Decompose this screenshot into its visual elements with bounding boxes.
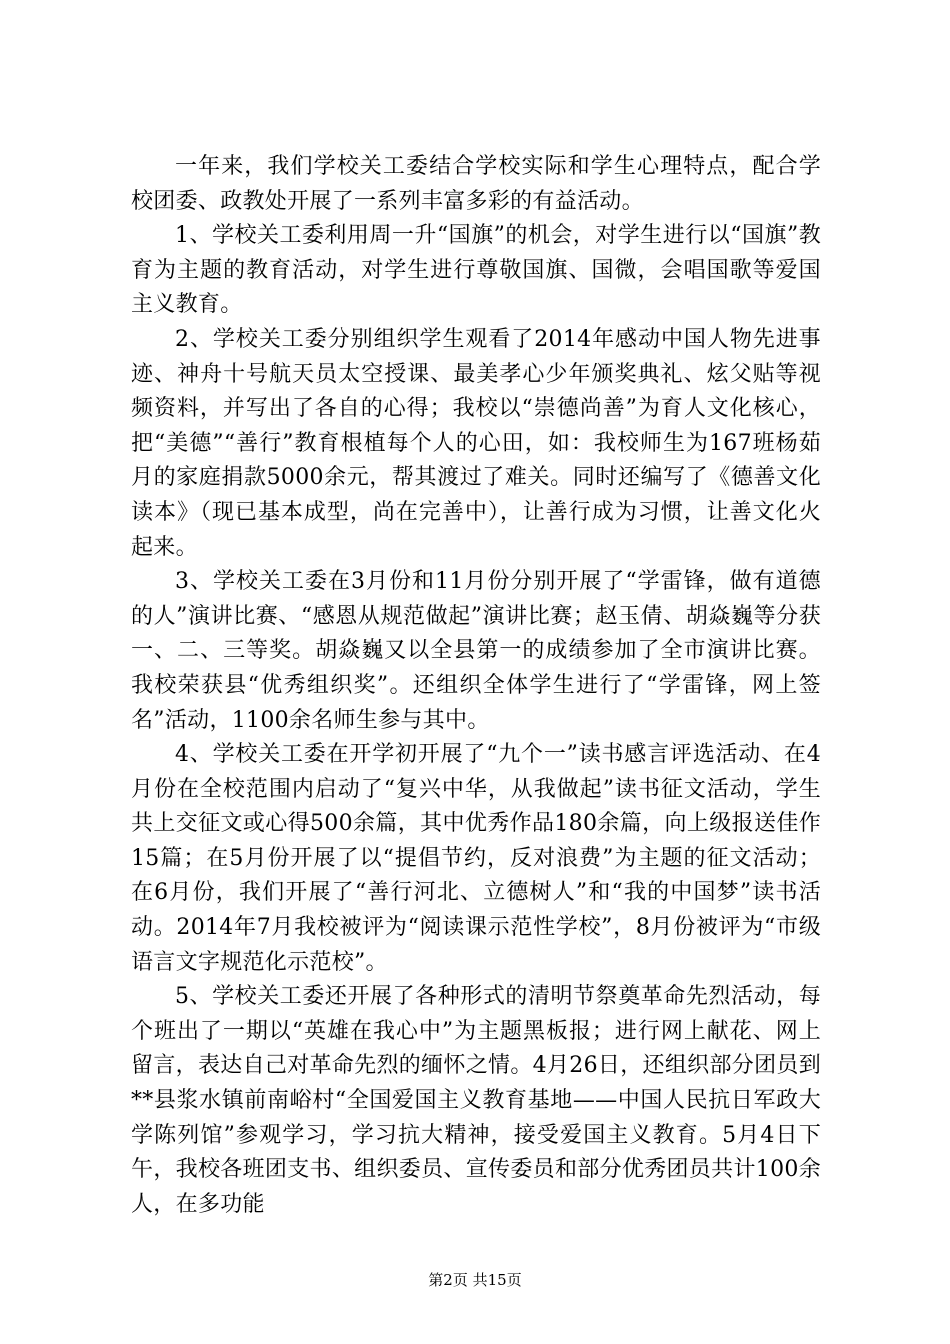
paragraph-item-5: 5、学校关工委还开展了各种形式的清明节祭奠革命先烈活动，每个班出了一期以“英雄在我心中”为主题黑板报；进行网上献花、网上留言，表达自己对革命先烈的缅怀之情。4月26日，还组织部分团员到**县浆水镇前南峪村“全国爱国主义教育基地——中国人民抗日军政大学陈列馆”参观学习，学习抗大精神，接受爱国主义教育。5月4日下午，我校各班团支书、组织委员、宣传委员和部分优秀团员共计100余人，在多功能	[131, 984, 821, 1217]
page-number: 第2页 共15页	[428, 1271, 522, 1289]
paragraph-item-1: 1、学校关工委利用周一升“国旗”的机会，对学生进行以“国旗”教育为主题的教育活动，对学生进行尊敬国旗、国微，会唱国歌等爱国主义教育。	[131, 223, 821, 318]
paragraph-item-2: 2、学校关工委分别组织学生观看了2014年感动中国人物先进事迹、神舟十号航天员太空授课、最美孝心少年颁奖典礼、炫父贴等视频资料，并写出了各自的心得；我校以“崇德尚善”为育人文化核心，把“美德”“善行”教育根植每个人的心田，如：我校师生为167班杨茹月的家庭捐款5000余元，帮其渡过了难关。同时还编写了《德善文化读本》（现已基本成型，尚在完善中），让善行成为习惯，让善文化火起来。	[131, 326, 821, 560]
paragraph-item-4: 4、学校关工委在开学初开展了“九个一”读书感言评选活动、在4月份在全校范围内启动了“复兴中华，从我做起”读书征文活动，学生共上交征文或心得500余篇，其中优秀作品180余篇，向上级报送佳作15篇；在5月份开展了以“提倡节约，反对浪费”为主题的征文活动；在6月份，我们开展了“善行河北、立德树人”和“我的中国梦”读书活动。2014年7月我校被评为“阅读课示范性学校”，8月份被评为“市级语言文字规范化示范校”。	[131, 742, 821, 975]
paragraph-item-3: 3、学校关工委在3月份和11月份分别开展了“学雷锋，做有道德的人”演讲比赛、“感恩从规范做起”演讲比赛；赵玉倩、胡焱巍等分获一、二、三等奖。胡焱巍又以全县第一的成绩参加了全市演讲比赛。我校荣获县“优秀组织奖”。还组织全体学生进行了“学雷锋，网上签名”活动，1100余名师生参与其中。	[131, 569, 821, 733]
document-body	[131, 150, 821, 1222]
page-footer	[0, 1270, 950, 1290]
paragraph-intro: 一年来，我们学校关工委结合学校实际和学生心理特点，配合学校团委、政教处开展了一系列丰富多彩的有益活动。	[131, 154, 821, 214]
